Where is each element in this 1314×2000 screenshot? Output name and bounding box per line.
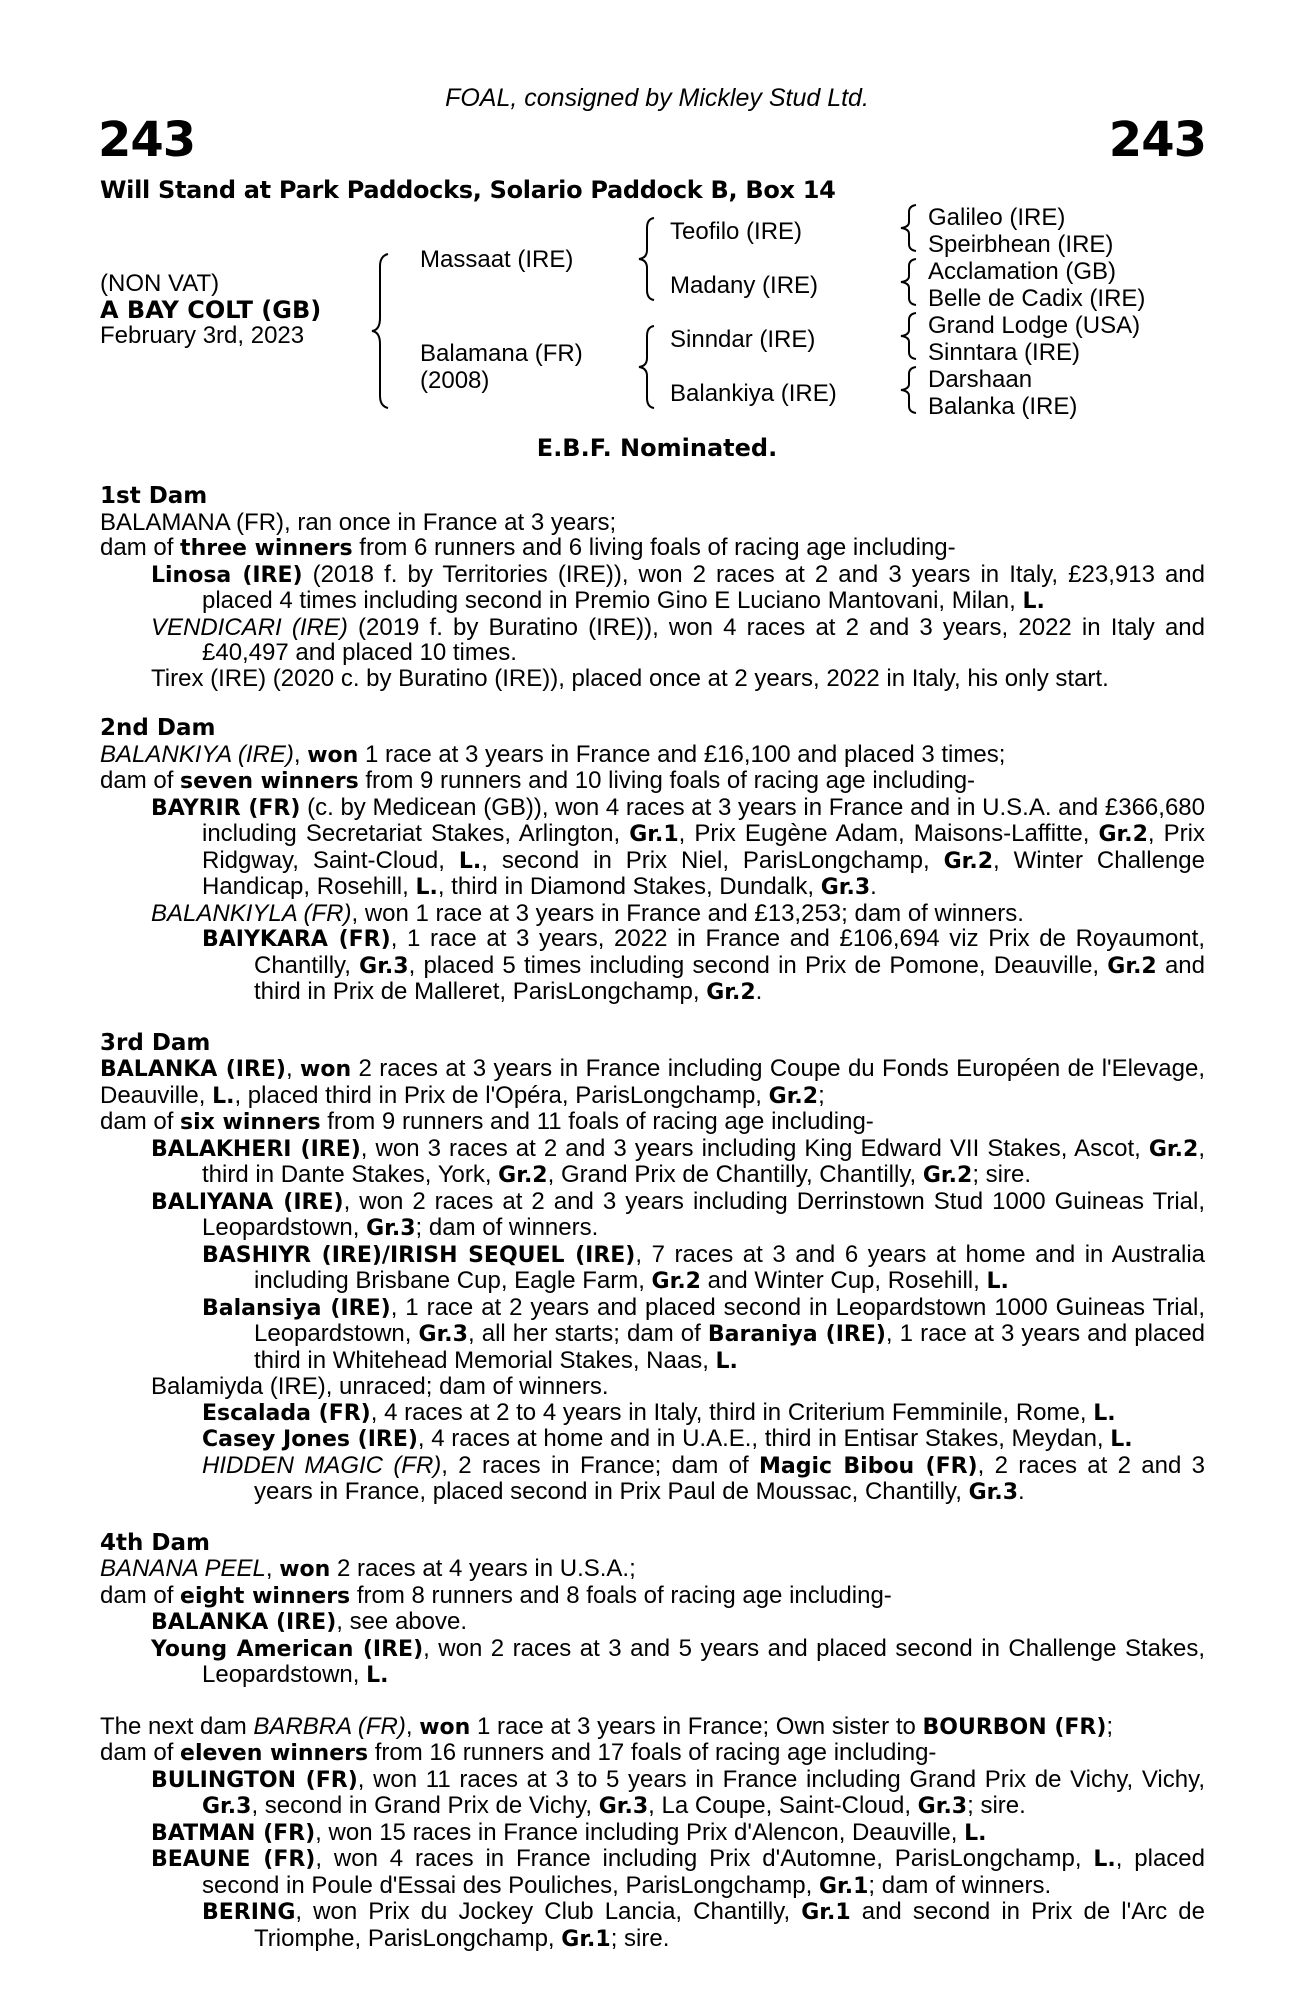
ggs-4: Belle de Cadix (IRE) <box>928 285 1146 312</box>
next-dam-produce: dam of eleven winners from 16 runners and 17 foals of racing age including- <box>100 1739 937 1766</box>
fourth-dam-summary: BANANA PEEL, won 2 races at 4 years in U.S.A.; <box>100 1555 636 1582</box>
ggs-5: Grand Lodge (USA) <box>928 312 1141 339</box>
consignor-line: FOAL, consigned by Mickley Stud Ltd. <box>445 84 869 112</box>
produce-entry: BALIYANA (IRE), won 2 races at 2 and 3 years including Derrinstown Stud 1000 Guineas Trial, Leopardstown, Gr.3; dam of winners. <box>151 1187 1205 1241</box>
third-dam-heading: 3rd Dam <box>100 1029 211 1056</box>
sire-dam: Madany (IRE) <box>670 272 819 299</box>
produce-entry: HIDDEN MAGIC (FR), 2 races in France; dam of Magic Bibou (FR), 2 races at 2 and 3 years in France, placed second in Prix Paul de Moussac, Chantilly, Gr.3. <box>202 1451 1205 1505</box>
produce-entry: Linosa (IRE) (2018 f. by Territories (IRE)), won 2 races at 2 and 3 years in Italy, £23,913 and placed 4 times including second in Premio Gino E Luciano Mantovani, Milan, L. <box>151 560 1206 614</box>
second-dam-produce: dam of seven winners from 9 runners and 10 living foals of racing age including- <box>100 767 976 794</box>
first-dam-heading: 1st Dam <box>100 483 208 509</box>
ebf-nominated: E.B.F. Nominated. <box>536 434 778 462</box>
ggs-brace-4 <box>898 365 920 415</box>
produce-entry: BERING, won Prix du Jockey Club Lancia, Chantilly, Gr.1 and second in Prix de l'Arc de Triomphe, ParisLongchamp, Gr.1; sire. <box>202 1898 1205 1952</box>
second-dam-heading: 2nd Dam <box>100 715 216 741</box>
horse-name: A BAY COLT (GB) <box>100 296 322 324</box>
sire: Massaat (IRE) <box>420 246 574 273</box>
produce-entry: BASHIYR (IRE)/IRISH SEQUEL (IRE), 7 races at 3 and 6 years at home and in Australia including Brisbane Cup, Eagle Farm, Gr.2 and Winter Cup, Rosehill, L. <box>202 1240 1206 1294</box>
produce-entry: BEAUNE (FR), won 4 races in France including Prix d'Automne, ParisLongchamp, L., placed second in Poule d'Essai des Pouliches, ParisLongchamp, Gr.1; dam of winners. <box>151 1845 1205 1899</box>
ggs-brace-3 <box>898 311 920 361</box>
sire-dam-brace <box>368 252 392 410</box>
dam-dam: Balankiya (IRE) <box>670 380 837 407</box>
produce-entry: BULINGTON (FR), won 11 races at 3 to 5 years in France including Grand Prix de Vichy, Vichy, Gr.3, second in Grand Prix de Vichy, Gr.3, La Coupe, Saint-Cloud, Gr.3; sire. <box>151 1765 1205 1819</box>
ggs-3: Acclamation (GB) <box>928 258 1117 285</box>
second-dam-summary: BALANKIYA (IRE), won 1 race at 3 years in France and £16,100 and placed 3 times; <box>100 740 1006 768</box>
produce-entry: BATMAN (FR), won 15 races in France including Prix d'Alencon, Deauville, L. <box>151 1818 987 1846</box>
ggs-8: Balanka (IRE) <box>928 393 1078 420</box>
third-dam-summary: BALANKA (IRE), won 2 races at 3 years in France including Coupe du Fonds Européen de l'Elevage, Deauville, L., placed third in Prix de l'Opéra, ParisLongchamp, Gr.2; <box>100 1055 1206 1109</box>
fourth-dam-heading: 4th Dam <box>100 1529 210 1556</box>
produce-entry: BAIYKARA (FR), 1 race at 3 years, 2022 in France and £106,694 viz Prix de Royaumont, Chantilly, Gr.3, placed 5 times including second in Prix de Pomone, Deauville, Gr.2 and third in Prix de Malleret, ParisLongchamp, Gr.2. <box>202 925 1205 1005</box>
produce-entry: BALANKA (IRE), see above. <box>151 1608 468 1635</box>
dam-year: (2008) <box>420 367 490 394</box>
produce-entry: Escalada (FR), 4 races at 2 to 4 years in Italy, third in Criterium Femminile, Rome, L. <box>202 1398 1116 1426</box>
dam: Balamana (FR) <box>420 340 583 367</box>
ggs-2: Speirbhean (IRE) <box>928 231 1114 258</box>
dam-sire: Sinndar (IRE) <box>670 326 816 353</box>
ggs-7: Darshaan <box>928 366 1033 393</box>
produce-entry: Tirex (IRE) (2020 c. by Buratino (IRE)), placed once at 2 years, 2022 in Italy, his only start. <box>151 664 1109 692</box>
stand-location: Will Stand at Park Paddocks, Solario Paddock B, Box 14 <box>100 176 836 204</box>
produce-entry: VENDICARI (IRE) (2019 f. by Buratino (IRE)), won 4 races at 2 and 3 years, 2022 in Italy and £40,497 and placed 10 times. <box>151 613 1205 666</box>
ggs-brace-2 <box>898 257 920 307</box>
first-dam-produce: dam of three winners from 6 runners and 6 living foals of racing age including- <box>100 534 956 561</box>
produce-record <box>100 484 1205 1952</box>
first-dam-summary: BALAMANA (FR), ran once in France at 3 years; <box>100 508 617 536</box>
produce-entry: Balamiyda (IRE), unraced; dam of winners. <box>151 1373 609 1400</box>
sire-sire: Teofilo (IRE) <box>670 218 803 245</box>
ggs-brace-1 <box>898 203 920 253</box>
produce-entry: BAYRIR (FR) (c. by Medicean (GB)), won 4 races at 3 years in France and in U.S.A. and £366,680 including Secretariat Stakes, Arlington, Gr.1, Prix Eugène Adam, Maisons-Laffitte, Gr.2, Prix Ridgway, Saint-Cloud, L., second in Prix Niel, ParisLongchamp, Gr.2, Winter Challenge Handicap, Rosehill, L., third in Diamond Stakes, Dundalk, Gr.3. <box>151 793 1206 900</box>
third-dam-produce: dam of six winners from 9 runners and 11 foals of racing age including- <box>100 1108 874 1135</box>
produce-entry: Young American (IRE), won 2 races at 3 and 5 years and placed second in Challenge Stakes, Leopardstown, L. <box>151 1634 1205 1688</box>
sire-brace <box>636 216 658 302</box>
produce-entry: Casey Jones (IRE), 4 races at home and in U.A.E., third in Entisar Stakes, Meydan, L. <box>202 1425 1133 1452</box>
fourth-dam-produce: dam of eight winners from 8 runners and 8 foals of racing age including- <box>100 1581 892 1609</box>
produce-entry: BALAKHERI (IRE), won 3 races at 2 and 3 years including King Edward VII Stakes, Ascot, Gr.2, third in Dante Stakes, York, Gr.2, Grand Prix de Chantilly, Chantilly, Gr.2; sire. <box>151 1134 1205 1188</box>
foaled-date: February 3rd, 2023 <box>100 322 305 349</box>
ggs-1: Galileo (IRE) <box>928 204 1066 231</box>
produce-entry: BALANKIYLA (FR), won 1 race at 3 years in France and £13,253; dam of winners. <box>151 899 1024 927</box>
lot-number-right: 243 <box>1108 112 1206 168</box>
dam-brace <box>636 324 658 410</box>
produce-entry: Balansiya (IRE), 1 race at 2 years and placed second in Leopardstown 1000 Guineas Trial, Leopardstown, Gr.3, all her starts; dam of Baraniya (IRE), 1 race at 3 years and placed third in Whitehead Memorial Stakes, Naas, L. <box>202 1293 1206 1374</box>
ggs-6: Sinntara (IRE) <box>928 339 1081 366</box>
next-dam-summary: The next dam BARBRA (FR), won 1 race at 3 years in France; Own sister to BOURBON (FR); <box>100 1712 1114 1740</box>
vat-status: (NON VAT) <box>100 270 220 297</box>
lot-number-left: 243 <box>98 112 196 168</box>
